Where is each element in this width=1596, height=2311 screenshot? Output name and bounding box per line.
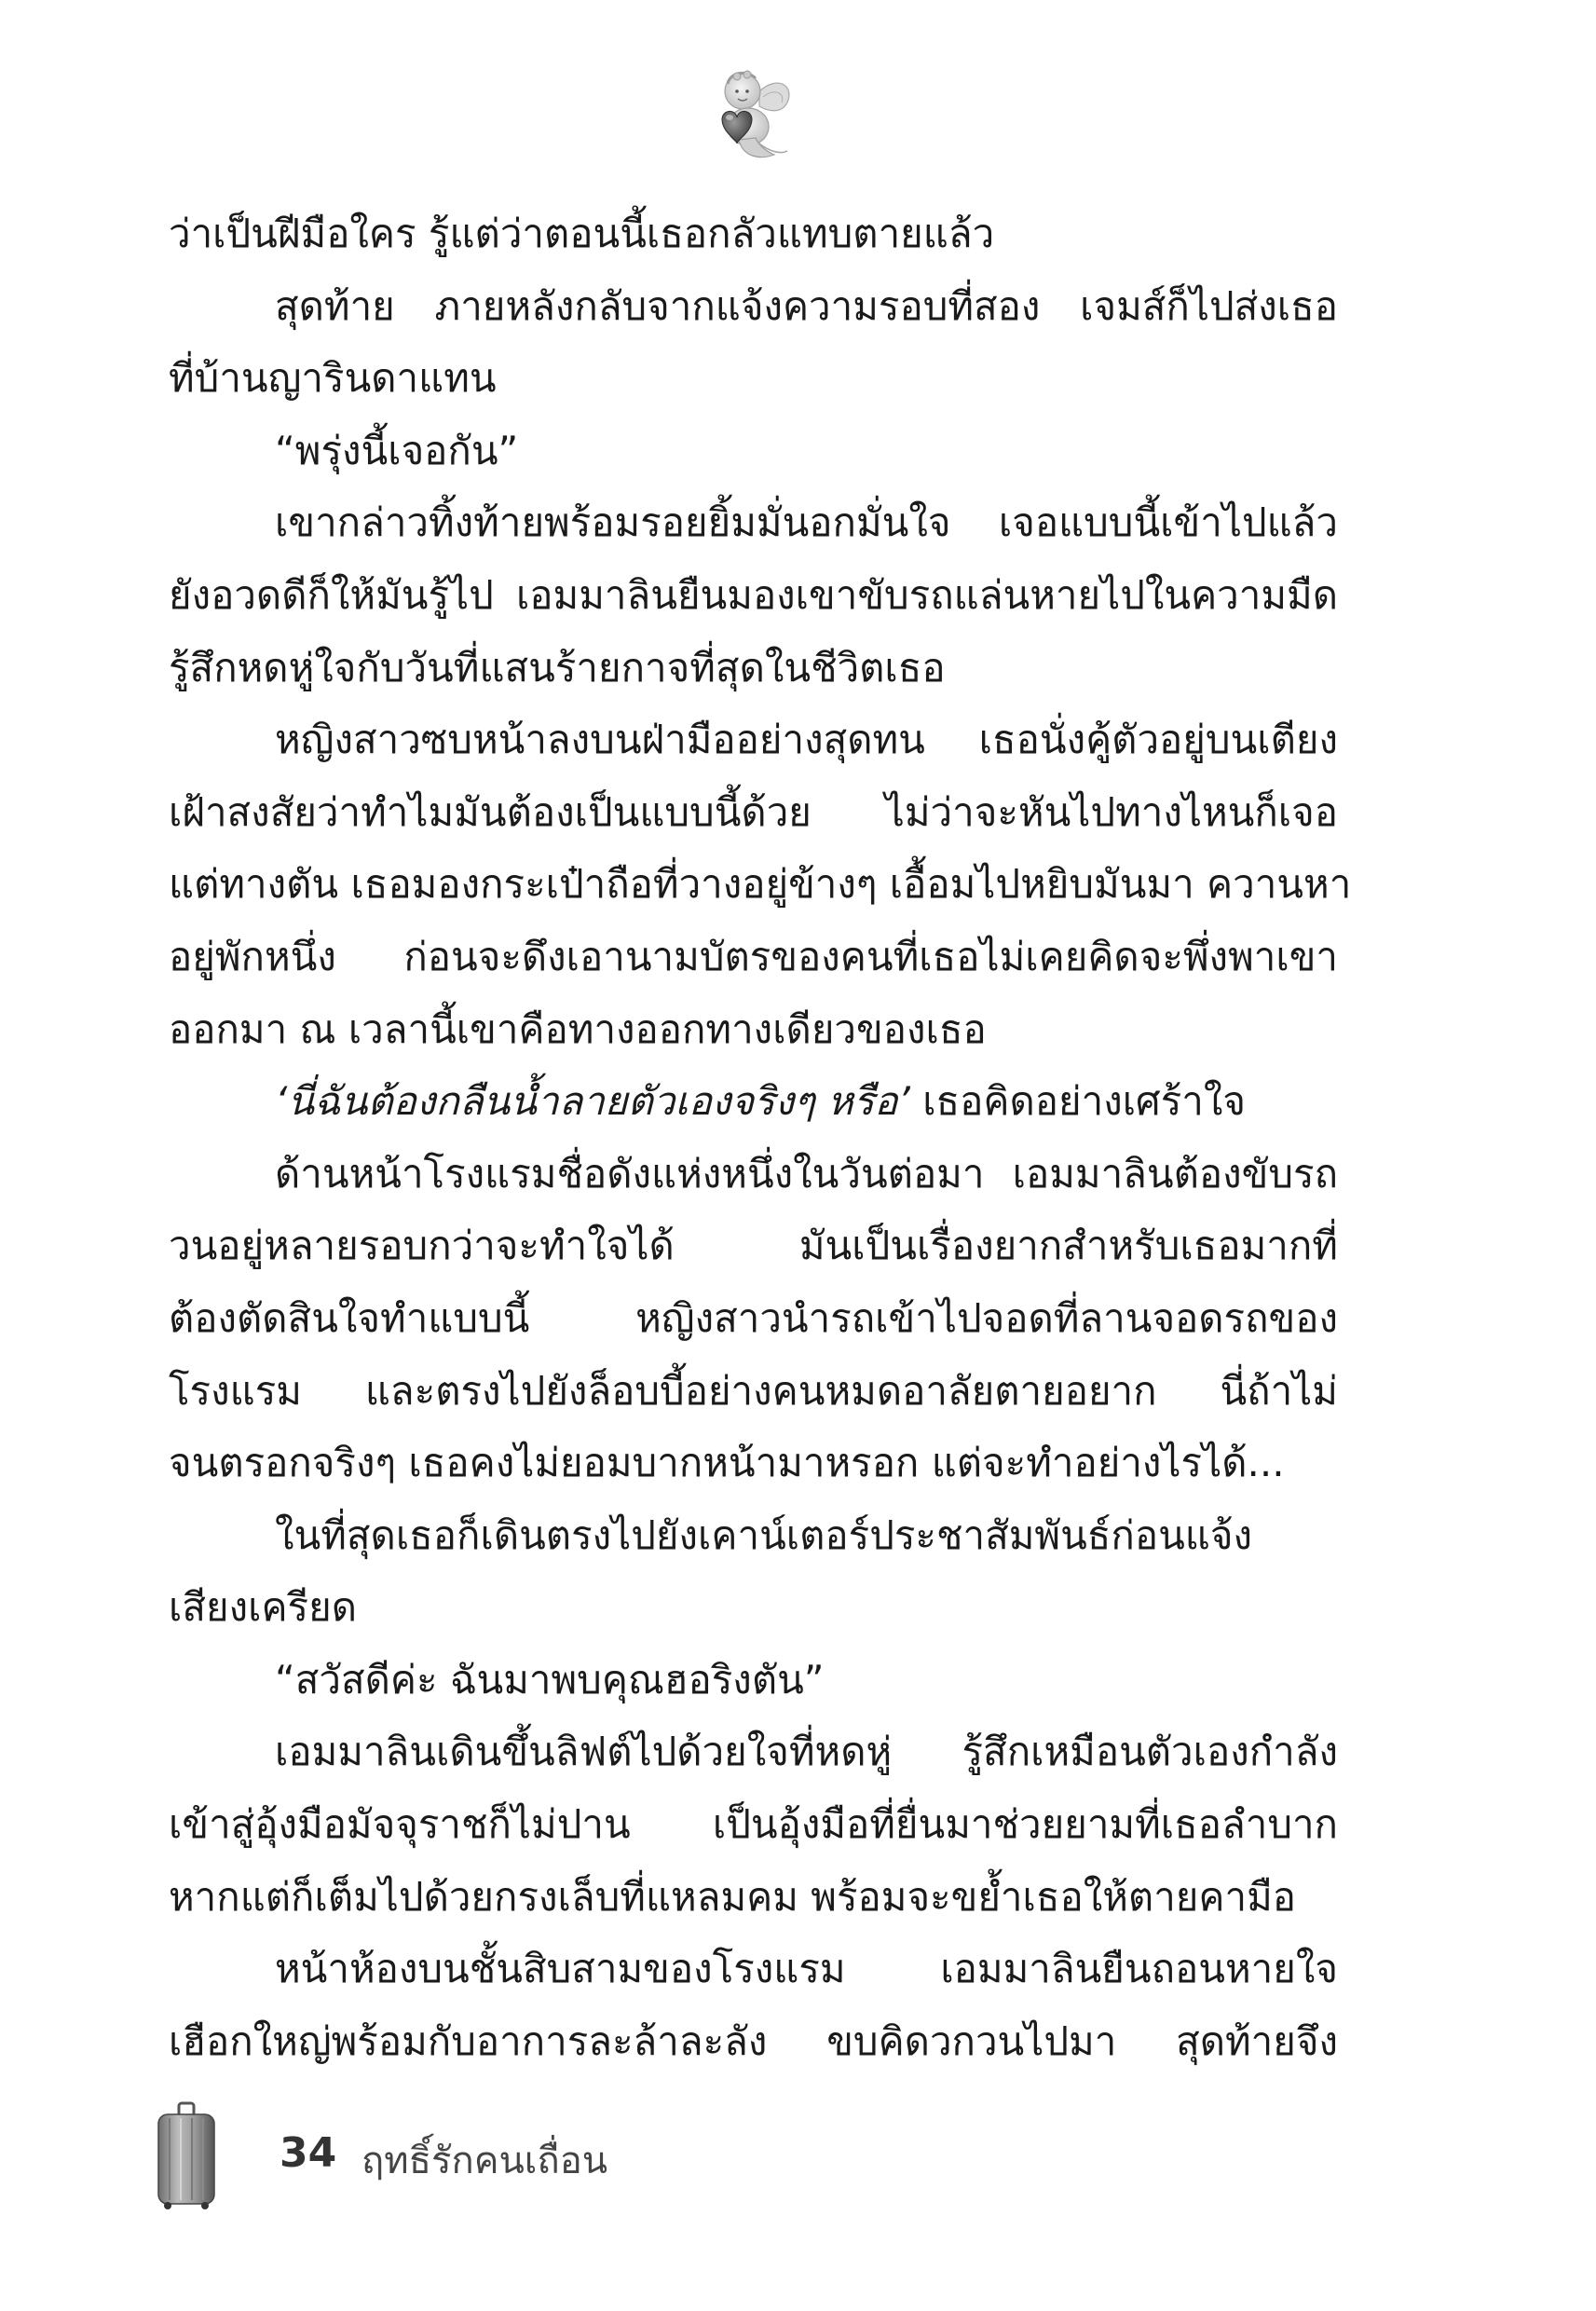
line-text: อยู่พักหนึ่ง ก่อนจะดึงเอานามบัตรของคนที่เธอไม่เคยคิดจะพึ่งพาเขา	[169, 933, 1338, 979]
text-line	[169, 1065, 1338, 1138]
italic-thought-text: ‘นี่ฉันต้องกลืนน้ำลายตัวเองจริงๆ หรือ’	[275, 1078, 910, 1125]
line-text: “พรุ่งนี้เจอกัน”	[275, 427, 519, 473]
text-line	[169, 2005, 1338, 2078]
line-text: เข้าสู่อุ้งมือมัจจุราชก็ไม่ปาน เป็นอุ้งมือที่ยื่นมาช่วยยามที่เธอลำบาก	[169, 1801, 1338, 1848]
line-text: ยังอวดดีก็ให้มันรู้ไป เอมมาลินยืนมองเขาขับรถแล่นหายไปในความมืด	[169, 571, 1338, 618]
line-text: ออกมา ณ เวลานี้เขาคือทางออกทางเดียวของเธอ	[169, 1005, 987, 1052]
text-line	[169, 1427, 1338, 1499]
line-text: รู้สึกหดหู่ใจกับวันที่แสนร้ายกาจที่สุดในชีวิตเธอ	[169, 644, 946, 691]
line-text: “สวัสดีค่ะ ฉันมาพบคุณฮอริงตัน”	[275, 1656, 825, 1702]
text-line	[169, 270, 1338, 343]
text-line	[169, 776, 1338, 849]
page-number: 34	[280, 2129, 337, 2177]
text-line	[169, 1644, 1338, 1716]
line-text: ด้านหน้าโรงแรมชื่อดังแห่งหนึ่งในวันต่อมา เอมมาลินต้องขับรถ	[275, 1150, 1338, 1197]
line-text: โรงแรม และตรงไปยังล็อบบี้อย่างคนหมดอาลัยตายอยาก นี่ถ้าไม่	[169, 1367, 1338, 1414]
cupid-with-heart-icon	[694, 65, 797, 168]
text-line	[169, 415, 1338, 487]
line-text: ว่าเป็นฝีมือใคร รู้แต่ว่าตอนนี้เธอกลัวแทบตายแล้ว	[169, 211, 995, 256]
line-text: จนตรอกจริงๆ เธอคงไม่ยอมบากหน้ามาหรอก แต่จะทำอย่างไรได้...	[169, 1440, 1285, 1486]
text-line	[169, 1282, 1338, 1355]
text-line	[169, 632, 1338, 704]
text-line	[169, 1499, 1338, 1572]
line-text: หากแต่ก็เต็มไปด้วยกรงเล็บที่แหลมคม พร้อมจะขย้ำเธอให้ตายคามือ	[169, 1873, 1296, 1920]
line-text: เฮือกใหญ่พร้อมกับอาการละล้าละลัง ขบคิดวกวนไปมา สุดท้ายจึง	[169, 2017, 1338, 2064]
line-text: เฝ้าสงสัยว่าทำไมมันต้องเป็นแบบนี้ด้วย ไม่ว่าจะหันไปทางไหนก็เจอ	[169, 788, 1338, 835]
page-footer	[149, 2101, 801, 2213]
suitcase-icon	[153, 2101, 220, 2211]
text-line	[169, 486, 1338, 559]
text-line	[169, 993, 1338, 1066]
text-line	[169, 1210, 1338, 1282]
line-text: หน้าห้องบนชั้นสิบสามของโรงแรม เอมมาลินยืนถอนหายใจ	[275, 1946, 1338, 1992]
line-text: ในที่สุดเธอก็เดินตรงไปยังเคาน์เตอร์ประชาสัมพันธ์ก่อนแจ้ง	[275, 1511, 1252, 1558]
text-line	[169, 1716, 1338, 1788]
text-line	[169, 1933, 1338, 2005]
text-line	[169, 342, 1338, 415]
line-text: แต่ทางตัน เธอมองกระเป๋าถือที่วางอยู่ข้างๆ เอื้อมไปหยิบมันมา ควานหา	[169, 861, 1352, 908]
line-text: สุดท้าย ภายหลังกลับจากแจ้งความรอบที่สอง เจมส์ก็ไปส่งเธอ	[275, 282, 1338, 329]
book-title: ฤทธิ์รักคนเถื่อน	[361, 2140, 608, 2182]
text-line	[169, 1355, 1338, 1428]
text-line	[169, 198, 1338, 270]
text-line	[169, 1571, 1338, 1644]
text-line	[169, 704, 1338, 776]
line-text: ต้องตัดสินใจทำแบบนี้ หญิงสาวนำรถเข้าไปจอดที่ลานจอดรถของ	[169, 1294, 1338, 1341]
line-text: เอมมาลินเดินขึ้นลิฟต์ไปด้วยใจที่หดหู่ รู้สึกเหมือนตัวเองกำลัง	[275, 1729, 1338, 1775]
line-text: ที่บ้านญารินดาแทน	[169, 355, 497, 402]
text-line	[169, 921, 1338, 993]
text-line	[169, 848, 1352, 921]
line-text: วนอยู่หลายรอบกว่าจะทำใจได้ มันเป็นเรื่องยากสำหรับเธอมากที่	[169, 1223, 1338, 1269]
line-text-tail: เธอคิดอย่างเศร้าใจ	[909, 1078, 1246, 1125]
line-text: เสียงเครียด	[169, 1584, 358, 1631]
line-text: เขากล่าวทิ้งท้ายพร้อมรอยยิ้มมั่นอกมั่นใจ เจอแบบนี้เข้าไปแล้ว	[275, 499, 1338, 546]
text-line	[169, 1788, 1338, 1861]
text-line	[169, 559, 1338, 632]
text-line	[169, 1138, 1338, 1210]
line-text: หญิงสาวซบหน้าลงบนฝ่ามืออย่างสุดทน เธอนั่งคู้ตัวอยู่บนเตียง	[275, 717, 1338, 763]
body-text	[169, 198, 1352, 2077]
text-line	[169, 1861, 1338, 1934]
